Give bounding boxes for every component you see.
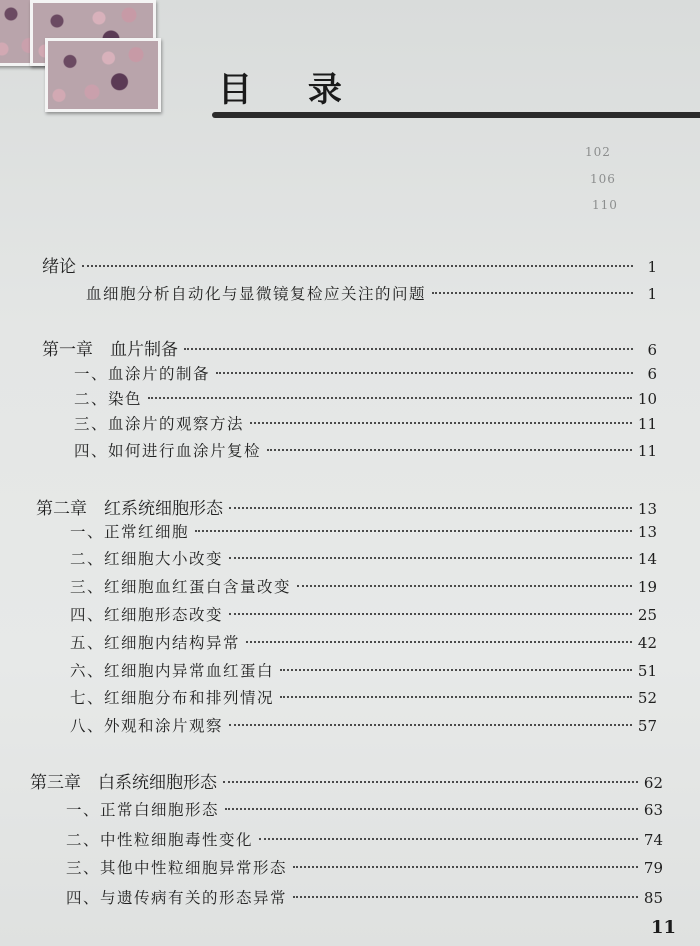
page-title: 目 录 (218, 70, 364, 110)
toc-chapter-1[interactable] (42, 335, 657, 360)
entry-page: 42 (637, 634, 657, 652)
entry-label: 四、如何进行血涂片复检 (74, 442, 262, 460)
page-number: 11 (651, 917, 677, 938)
entry-page: 25 (637, 606, 657, 624)
toc-entry[interactable] (66, 798, 663, 820)
leader-dots (280, 669, 632, 671)
chapter-page: 1 (647, 258, 657, 276)
entry-label: 四、红细胞形态改变 (70, 606, 224, 624)
entry-page: 79 (643, 859, 663, 877)
toc-entry[interactable] (86, 282, 657, 304)
entry-label: 六、红细胞内异常血红蛋白 (70, 662, 275, 680)
toc-entry[interactable] (74, 412, 657, 434)
leader-dots (267, 449, 632, 451)
entry-label: 三、血涂片的观察方法 (74, 415, 245, 433)
chapter-title: 绪论 (42, 257, 76, 277)
leader-dots (280, 696, 632, 698)
leader-dots (225, 808, 638, 810)
toc-entry[interactable] (70, 575, 657, 597)
toc-entry[interactable] (74, 387, 657, 409)
toc-entry[interactable] (74, 439, 657, 461)
leader-dots (229, 557, 632, 559)
leader-dots (229, 724, 632, 726)
entry-label: 八、外观和涂片观察 (70, 717, 224, 735)
toc-entry[interactable] (70, 603, 657, 625)
toc-entry[interactable] (66, 856, 663, 878)
chapter-page: 13 (637, 500, 657, 518)
leader-dots (184, 348, 633, 350)
entry-page: 85 (643, 889, 663, 907)
leader-dots (297, 585, 632, 587)
leader-dots (293, 896, 638, 898)
leader-dots (223, 781, 638, 783)
leader-dots (293, 866, 638, 868)
toc-chapter-intro[interactable] (42, 252, 657, 277)
entry-label: 七、红细胞分布和排列情况 (70, 689, 275, 707)
entry-page: 13 (637, 523, 657, 541)
toc-entry[interactable] (74, 362, 657, 384)
entry-label: 五、红细胞内结构异常 (70, 634, 241, 652)
entry-page: 51 (637, 662, 657, 680)
entry-label: 二、中性粒细胞毒性变化 (66, 831, 254, 849)
entry-label: 一、血涂片的制备 (74, 365, 211, 383)
title-rule (212, 112, 700, 118)
bleed-through-number: 110 (592, 198, 618, 212)
entry-page: 63 (643, 801, 663, 819)
toc-entry[interactable] (66, 828, 663, 850)
entry-page: 11 (637, 442, 657, 460)
entry-page: 14 (637, 550, 657, 568)
toc-entry[interactable] (70, 659, 657, 681)
bleed-through-number: 106 (590, 172, 616, 186)
entry-page: 19 (637, 578, 657, 596)
entry-label: 三、红细胞血红蛋白含量改变 (70, 578, 292, 596)
toc-entry[interactable] (70, 520, 657, 542)
chapter-title: 第一章 血片制备 (42, 340, 178, 360)
toc-entry[interactable] (70, 714, 657, 736)
toc-chapter-2[interactable] (36, 494, 657, 519)
toc-entry[interactable] (70, 686, 657, 708)
entry-page: 10 (637, 390, 657, 408)
chapter-title: 第三章 白系统细胞形态 (30, 773, 217, 793)
entry-label: 三、其他中性粒细胞异常形态 (66, 859, 288, 877)
leader-dots (432, 292, 633, 294)
entry-label: 二、染色 (74, 390, 143, 408)
leader-dots (250, 422, 632, 424)
entry-label: 一、正常白细胞形态 (66, 801, 220, 819)
leader-dots (259, 838, 638, 840)
chapter-page: 62 (643, 774, 663, 792)
toc-entry[interactable] (70, 631, 657, 653)
entry-label: 二、红细胞大小改变 (70, 550, 224, 568)
leader-dots (82, 265, 633, 267)
toc-entry[interactable] (66, 886, 663, 908)
leader-dots (216, 372, 633, 374)
leader-dots (195, 530, 632, 532)
leader-dots (229, 613, 632, 615)
entry-page: 74 (643, 831, 663, 849)
leader-dots (246, 641, 632, 643)
entry-label: 血细胞分析自动化与显微镜复检应关注的问题 (86, 285, 427, 303)
entry-page: 6 (647, 365, 657, 383)
toc-entry[interactable] (70, 547, 657, 569)
entry-label: 一、正常红细胞 (70, 523, 190, 541)
header-image-stack (0, 0, 190, 110)
chapter-title: 第二章 红系统细胞形态 (36, 499, 223, 519)
bleed-through-number: 102 (585, 145, 611, 159)
chapter-page: 6 (647, 341, 657, 359)
entry-label: 四、与遗传病有关的形态异常 (66, 889, 288, 907)
leader-dots (229, 507, 632, 509)
entry-page: 57 (637, 717, 657, 735)
entry-page: 11 (637, 415, 657, 433)
blood-cell-image (45, 38, 161, 112)
leader-dots (148, 397, 632, 399)
toc-chapter-3[interactable] (30, 768, 663, 793)
entry-page: 1 (647, 285, 657, 303)
entry-page: 52 (637, 689, 657, 707)
